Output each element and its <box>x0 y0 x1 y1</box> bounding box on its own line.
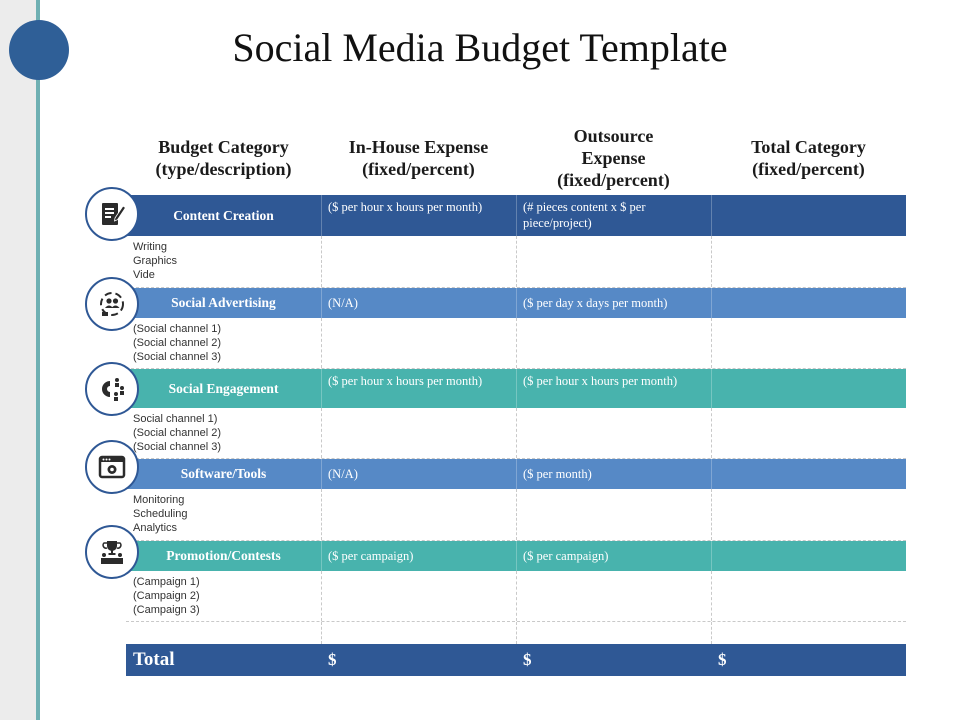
detail-item: Writing <box>133 241 168 253</box>
column-divider <box>516 318 517 368</box>
detail-item: (Social channel 1) <box>133 323 222 335</box>
detail-item: (Social channel 3) <box>133 351 222 363</box>
detail-item: (Social channel 2) <box>133 337 222 349</box>
header-budget-category <box>126 136 321 180</box>
category-label: Promotion/Contests <box>166 548 281 563</box>
detail-row-content-creation <box>126 236 906 288</box>
detail-item: Analytics <box>133 522 178 534</box>
total-cell <box>711 195 906 236</box>
detail-item: Social channel 1) <box>133 413 218 425</box>
header-outsource-expense <box>516 125 711 191</box>
detail-item: (Social channel 2) <box>133 427 222 439</box>
detail-list <box>133 493 187 535</box>
column-divider <box>516 236 517 287</box>
detail-item: Scheduling <box>133 508 188 520</box>
column-divider <box>321 236 322 287</box>
column-divider <box>711 489 712 540</box>
detail-list <box>133 240 177 282</box>
header-inhouse-expense <box>321 136 516 180</box>
column-divider <box>711 318 712 368</box>
column-divider <box>321 489 322 540</box>
total-outsource: $ <box>523 650 532 669</box>
inhouse-cell: ($ per campaign) <box>321 541 516 571</box>
detail-row-social-advertising <box>126 318 906 369</box>
total-cell <box>711 541 906 571</box>
column-divider <box>516 571 517 621</box>
total-cell <box>711 288 906 318</box>
category-row-software-tools <box>126 459 906 489</box>
total-cell <box>711 459 906 489</box>
browser-gear-icon <box>85 440 139 494</box>
detail-row-software-tools <box>126 489 906 541</box>
category-label: Social Engagement <box>168 380 279 396</box>
page-title: Social Media Budget Template <box>232 25 728 70</box>
detail-list <box>133 322 221 364</box>
total-cell <box>711 369 906 408</box>
column-divider <box>321 318 322 368</box>
outsource-cell: (# pieces content x $ per piece/project) <box>516 195 711 236</box>
total-label: Total <box>133 649 175 670</box>
header-line: (fixed/percent) <box>752 159 865 179</box>
category-label: Software/Tools <box>180 466 267 481</box>
inhouse-cell: ($ per hour x hours per month) <box>321 369 516 408</box>
header-line: Total Category <box>751 137 866 157</box>
header-line: (type/description) <box>155 159 292 179</box>
detail-list <box>133 412 221 454</box>
total-total: $ <box>718 650 727 669</box>
column-divider <box>711 408 712 458</box>
detail-item: (Campaign 3) <box>133 604 200 616</box>
detail-row-promotion-contests <box>126 571 906 622</box>
column-divider <box>321 622 322 644</box>
detail-row-social-engagement <box>126 408 906 459</box>
header-line: In-House Expense <box>348 137 489 157</box>
column-divider <box>711 622 712 644</box>
magnet-people-icon <box>85 362 139 416</box>
detail-list <box>133 575 200 617</box>
header-line: Budget Category <box>158 137 289 157</box>
column-divider <box>516 408 517 458</box>
column-divider <box>516 622 517 644</box>
left-side-band <box>0 0 36 720</box>
detail-item: Monitoring <box>133 494 185 506</box>
column-divider <box>711 236 712 287</box>
column-divider <box>321 408 322 458</box>
total-inhouse: $ <box>328 650 337 669</box>
total-row <box>126 644 906 676</box>
inhouse-cell: (N/A) <box>321 459 516 489</box>
category-row-content-creation <box>126 195 906 236</box>
category-label: Social Advertising <box>171 295 276 310</box>
category-label: Content Creation <box>173 207 274 223</box>
header-line: Outsource <box>573 126 654 146</box>
people-network-icon <box>85 277 139 331</box>
header-line: Expense <box>581 148 646 168</box>
outsource-cell: ($ per month) <box>516 459 711 489</box>
trophy-podium-icon <box>85 525 139 579</box>
column-divider <box>321 571 322 621</box>
outsource-cell: ($ per hour x hours per month) <box>516 369 711 408</box>
column-divider <box>711 571 712 621</box>
category-row-social-advertising <box>126 288 906 318</box>
detail-item: (Campaign 1) <box>133 576 200 588</box>
decorative-circle <box>9 20 69 80</box>
category-row-social-engagement <box>126 369 906 408</box>
header-total-category <box>711 136 906 180</box>
detail-item: (Social channel 3) <box>133 441 222 453</box>
left-accent-line <box>36 0 40 720</box>
detail-item: Graphics <box>133 255 178 267</box>
header-line: (fixed/percent) <box>362 159 475 179</box>
inhouse-cell: ($ per hour x hours per month) <box>321 195 516 236</box>
detail-item: (Campaign 2) <box>133 590 200 602</box>
spacer-row <box>126 622 906 644</box>
category-row-promotion-contests <box>126 541 906 571</box>
column-divider <box>516 489 517 540</box>
outsource-cell: ($ per campaign) <box>516 541 711 571</box>
inhouse-cell: (N/A) <box>321 288 516 318</box>
outsource-cell: ($ per day x days per month) <box>516 288 711 318</box>
edit-document-icon <box>85 187 139 241</box>
header-line: (fixed/percent) <box>557 170 670 190</box>
detail-item: Vide <box>133 269 155 281</box>
